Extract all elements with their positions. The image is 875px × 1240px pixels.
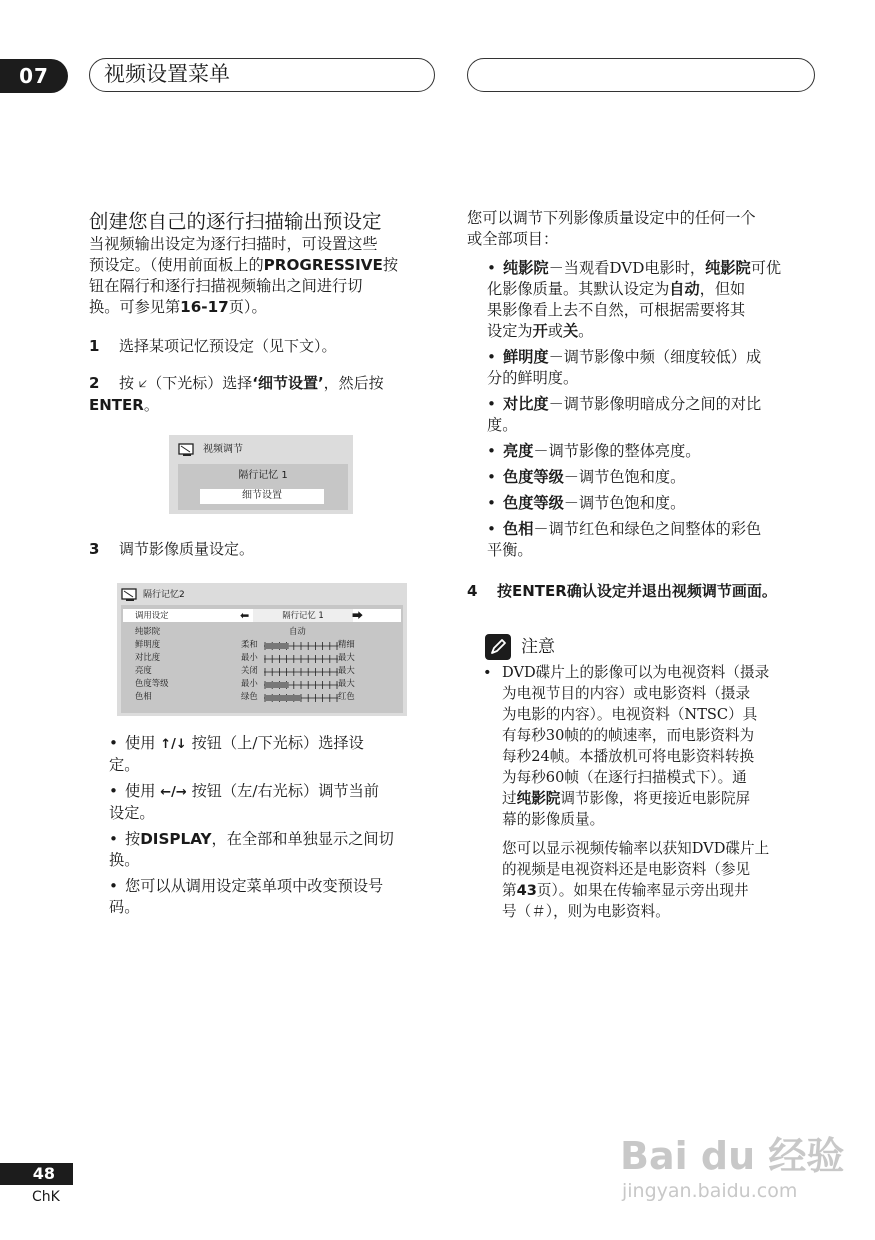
step-1: 1 选择某项记忆预设定（见下文）。 [89,337,337,355]
page-title: 视频设置菜单 [89,58,435,92]
list-item: • 鲜明度－调节影像中频（细度较低）成 分的鲜明度。 [487,348,762,387]
chapter-number: 07 [0,59,68,93]
monitor-icon [121,587,139,607]
right-arrow-icon[interactable]: ⮕ [352,609,363,622]
section-heading: 创建您自己的逐行扫描输出预设定 [89,210,382,233]
slider-brightness[interactable] [264,667,338,675]
list-item: • 您可以从调用设定菜单项中改变预设号 码。 [109,877,384,916]
list-item: • 色相－调节红色和绿色之间整体的彩色 平衡。 [487,520,762,559]
screen-title: 隔行记忆2 [143,590,185,600]
menu-item-preset[interactable]: 隔行记忆 1 [238,470,288,481]
preset-row[interactable]: 调用设定 ⬅ 隔行记忆 1 ⮕ [123,609,401,622]
list-item: • 色度等级－调节色饱和度。 [487,468,686,486]
list-item: • 使用 ←/→ 按钮（左/右光标）调节当前 设定。 [109,782,379,822]
right-intro: 您可以调节下列影像质量设定中的任何一个 或全部项目： [467,209,756,248]
list-item: • 纯影院－当观看DVD电影时，纯影院可优 化影像质量。其默认设定为自动，但如 果影像看上去不自然，可根据需要将其 设定为开或关。 [487,259,782,340]
up-down-arrow-icon: ↑/↓ [160,737,187,752]
setting-row[interactable]: 亮度 关闭 最大 [135,665,355,675]
list-item: • 色度等级－调节色饱和度。 [487,494,686,512]
slider-contrast[interactable] [264,654,338,662]
step-3: 3 调节影像质量设定。 [89,540,255,558]
bullet-list [89,733,439,918]
left-right-arrow-icon: ←/→ [160,785,187,800]
list-item: • 亮度－调节影像的整体亮度。 [487,442,701,460]
watermark-brand: Bai du 经验 [620,1134,845,1178]
list-item: • 使用 ↑/↓ 按钮（上/下光标）选择设 定。 [109,734,364,774]
left-arrow-icon[interactable]: ⬅ [240,609,250,622]
settings-list [467,258,817,561]
intro-paragraph: 当视频输出设定为逐行扫描时，可设置这些 预设定。（使用前面板上的PROGRESSIVE按 钮在隔行和逐行扫描视频输出之间进行切 换。可参见第16-17页）。 [89,235,399,316]
step-2: 2 按 🡧（下光标）选择‘细节设置’，然后按 ENTER。 [89,374,384,414]
slider-hue[interactable] [264,693,338,701]
slider-chroma[interactable] [264,680,338,688]
header-empty-pill [467,58,815,92]
down-arrow-icon: 🡧 [138,377,148,392]
language-code: ChK [32,1189,60,1205]
slider-sharpness[interactable] [264,641,338,649]
video-adjust-screen [169,435,353,514]
page-number: 48 [0,1163,73,1185]
pencil-icon [485,634,511,660]
detail-settings-screen [117,583,407,716]
watermark-url: jingyan.baidu.com [622,1180,798,1202]
note-body: • DVD碟片上的影像可以为电视资料（摄录 为电视节目的内容）或电影资料（摄录 为电影的内容）。电视资料（NTSC）具 有每秒30帧的的帧速率，而电影资料为 每秒24帧。本播放机可将电影资料转换 为每秒60帧（在逐行扫描模式下）。通 过纯影院调节影像，将更接近电影院屏 幕的影像质量。 您可以显示视频传输率以获知DVD碟片上 的视频是电视资料还是电影资料（参见 第43页）。如果在传输率显示旁出现井 号（＃），则为电影资料。 [483,664,770,920]
screen-title: 视频调节 [203,444,243,455]
setting-row[interactable]: 纯影院 自动 [135,626,306,636]
list-item: • 对比度－调节影像明暗成分之间的对比 度。 [487,395,762,434]
step-4: 4 按ENTER确认设定并退出视频调节画面。 [467,582,777,600]
list-item: • 按DISPLAY，在全部和单独显示之间切 换。 [109,830,394,869]
note-title: 注意 [521,637,555,657]
setting-row[interactable]: 鲜明度 柔和 精细 [135,639,355,649]
menu-item-detail[interactable]: 细节设置 [200,489,324,504]
setting-row[interactable]: 色相 绿色 红色 [135,691,355,701]
setting-row[interactable]: 对比度 最小 最大 [135,652,355,662]
monitor-icon [178,442,196,462]
setting-row[interactable]: 色度等级 最小 最大 [135,678,355,688]
